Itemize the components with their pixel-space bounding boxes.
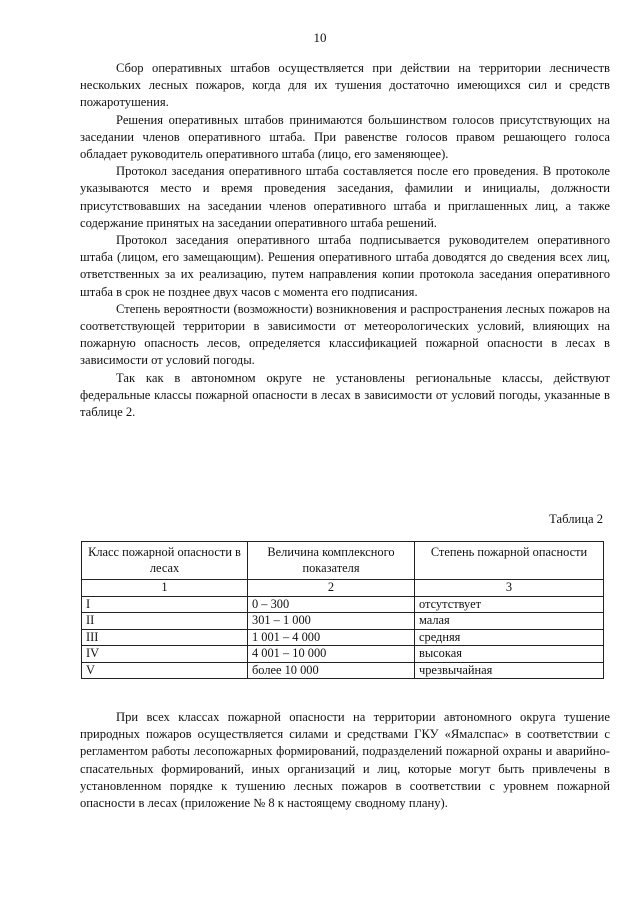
table-cell: II	[82, 613, 248, 630]
table-cell: средняя	[415, 629, 604, 646]
table-header-cell: Класс пожарной опасности в лесах	[82, 542, 248, 580]
table-cell: 1 001 – 4 000	[248, 629, 415, 646]
fire-danger-table	[81, 541, 604, 679]
table-cell: более 10 000	[248, 662, 415, 679]
table-header-cell: Степень пожарной опасности	[415, 542, 604, 580]
table-cell: I	[82, 596, 248, 613]
table-cell: чрезвычайная	[415, 662, 604, 679]
table-column-number: 3	[415, 580, 604, 597]
paragraph: Протокол заседания оперативного штаба подписывается руководителем оперативного штаба (лицом, его замещающим). Решения оперативного штаба доводятся до сведения всех лиц, ответственных за их реализацию, путем направления копии протокола заседания оперативного штаба в срок не позднее двух часов с момента его подписания.	[80, 233, 610, 299]
table-cell: 301 – 1 000	[248, 613, 415, 630]
table-header-cell: Величина комплексного показателя	[248, 542, 415, 580]
paragraph: При всех классах пожарной опасности на территории автономного округа тушение природных пожаров осуществляется силами и средствами ГКУ «Ямалспас» в соответствии с регламентом работы лесопожарных формирований, подразделений пожарной охраны и аварийно-спасательных формирований, иных организаций и лиц, которые могут быть привлечены в установленном порядке к тушению лесных пожаров в соответствии с уровнем пожарной опасности в лесах (приложение № 8 к настоящему сводному плану).	[80, 710, 610, 811]
table-header-row	[82, 542, 604, 580]
table-cell: 4 001 – 10 000	[248, 646, 415, 663]
paragraph: Так как в автономном округе не установлены региональные классы, действуют федеральные классы пожарной опасности в лесах в зависимости от условий погоды, указанные в таблице 2.	[80, 370, 610, 420]
table-cell: отсутствует	[415, 596, 604, 613]
body-text-top	[80, 60, 610, 421]
paragraph: Протокол заседания оперативного штаба составляется после его проведения. В протоколе указываются место и время проведения заседания, фамилии и инициалы, должности присутствовавших на заседании членов оперативного штаба и приглашенных лиц, а также содержание принятых на заседании оперативного штаба решений.	[80, 164, 610, 230]
page-number: 10	[313, 30, 327, 45]
table-cell: V	[82, 662, 248, 679]
paragraph: Сбор оперативных штабов осуществляется при действии на территории лесничеств нескольких лесных пожаров, когда для их тушения достаточно имеющихся сил и средств пожаротушения.	[80, 61, 610, 110]
table-row	[82, 646, 604, 663]
table-cell: III	[82, 629, 248, 646]
table-caption: Таблица 2	[549, 512, 603, 526]
table-cell: малая	[415, 613, 604, 630]
table-cell: высокая	[415, 646, 604, 663]
table-cell: IV	[82, 646, 248, 663]
table-column-number: 2	[248, 580, 415, 597]
paragraph: Степень вероятности (возможности) возникновения и распространения лесных пожаров на соответствующей территории в зависимости от метеорологических условий, влияющих на пожарную опасность лесов, определяется классификацией пожарной опасности в лесах в зависимости от условий погоды.	[80, 301, 610, 368]
table-column-number: 1	[82, 580, 248, 597]
table-cell: 0 – 300	[248, 596, 415, 613]
table-row	[82, 629, 604, 646]
table-row	[82, 662, 604, 679]
table-row	[82, 596, 604, 613]
body-text-bottom	[80, 709, 610, 812]
table-column-numbers-row	[82, 580, 604, 597]
paragraph: Решения оперативных штабов принимаются большинством голосов присутствующих на заседании членов оперативного штаба. При равенстве голосов правом решающего голоса обладает руководитель оперативного штаба (лицо, его заменяющее).	[80, 112, 610, 162]
table-row	[82, 613, 604, 630]
